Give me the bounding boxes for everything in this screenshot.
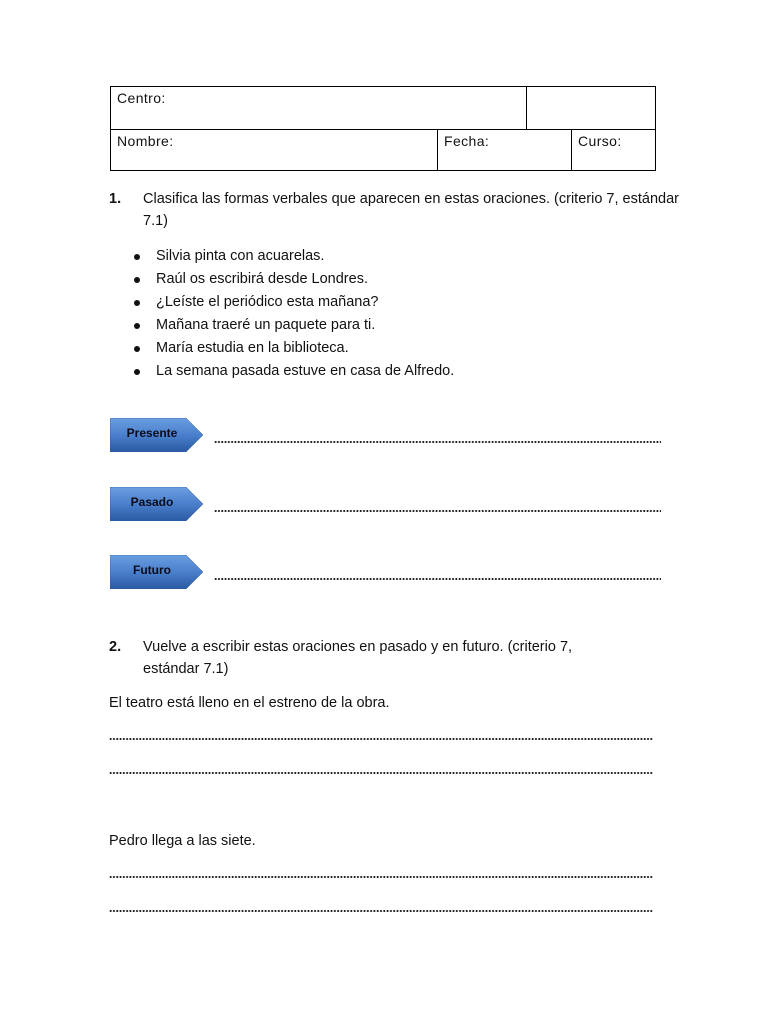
nombre-label: Nombre:	[117, 133, 174, 149]
sentence-list	[132, 245, 454, 383]
question-text-line2: 7.1)	[143, 213, 168, 229]
question-1	[109, 188, 709, 234]
question-text-line1: Vuelve a escribir estas oraciones en pasado y en futuro. (criterio 7,	[143, 639, 573, 655]
centro-extra-cell[interactable]	[526, 87, 657, 129]
sentence-text: María estudia en la biblioteca.	[156, 340, 349, 356]
curso-cell[interactable]	[571, 130, 657, 170]
tense-futuro-arrow	[110, 555, 203, 589]
answer-line-presente[interactable]	[214, 439, 661, 445]
sentence-text: Silvia pinta con acuarelas.	[156, 248, 325, 264]
question-text-line2: estándar 7.1)	[143, 661, 229, 677]
list-item	[132, 291, 454, 314]
list-item	[132, 337, 454, 360]
sentence-b: Pedro llega a las siete.	[109, 833, 256, 849]
tense-pasado-arrow	[110, 487, 203, 521]
header-row-2	[111, 130, 655, 170]
bullet-icon	[134, 346, 140, 352]
centro-cell[interactable]	[111, 87, 526, 129]
bullet-icon	[134, 277, 140, 283]
tense-presente-arrow	[110, 418, 203, 452]
answer-line-b-pasado[interactable]	[109, 874, 653, 880]
sentence-a: El teatro está lleno en el estreno de la obra.	[109, 695, 390, 711]
sentence-text: ¿Leíste el periódico esta mañana?	[156, 294, 379, 310]
sentence-text: Raúl os escribirá desde Londres.	[156, 271, 368, 287]
bullet-icon	[134, 300, 140, 306]
answer-line-b-futuro[interactable]	[109, 908, 653, 914]
question-2	[109, 636, 709, 682]
tense-label: Presente	[126, 426, 178, 440]
tense-label: Pasado	[130, 495, 174, 509]
answer-line-a-pasado[interactable]	[109, 736, 653, 742]
sentence-text: La semana pasada estuve en casa de Alfredo.	[156, 363, 455, 379]
bullet-icon	[134, 323, 140, 329]
tense-label: Futuro	[133, 563, 171, 577]
question-text-line1: Clasifica las formas verbales que aparecen en estas oraciones. (criterio 7, estándar	[143, 191, 679, 207]
list-item	[132, 314, 454, 337]
question-number: 2.	[109, 639, 122, 655]
question-number: 1.	[109, 191, 122, 207]
header-row-1	[111, 87, 655, 130]
nombre-cell[interactable]	[111, 130, 437, 170]
student-info-table	[110, 86, 656, 171]
bullet-icon	[134, 369, 140, 375]
answer-line-a-futuro[interactable]	[109, 770, 653, 776]
list-item	[132, 268, 454, 291]
curso-label: Curso:	[578, 133, 622, 149]
centro-label: Centro:	[117, 90, 166, 106]
answer-line-pasado[interactable]	[214, 508, 661, 514]
sentence-text: Mañana traeré un paquete para ti.	[156, 317, 376, 333]
list-item	[132, 245, 454, 268]
bullet-icon	[134, 254, 140, 260]
fecha-label: Fecha:	[444, 133, 490, 149]
fecha-cell[interactable]	[437, 130, 571, 170]
list-item	[132, 360, 454, 383]
answer-line-futuro[interactable]	[214, 576, 661, 582]
